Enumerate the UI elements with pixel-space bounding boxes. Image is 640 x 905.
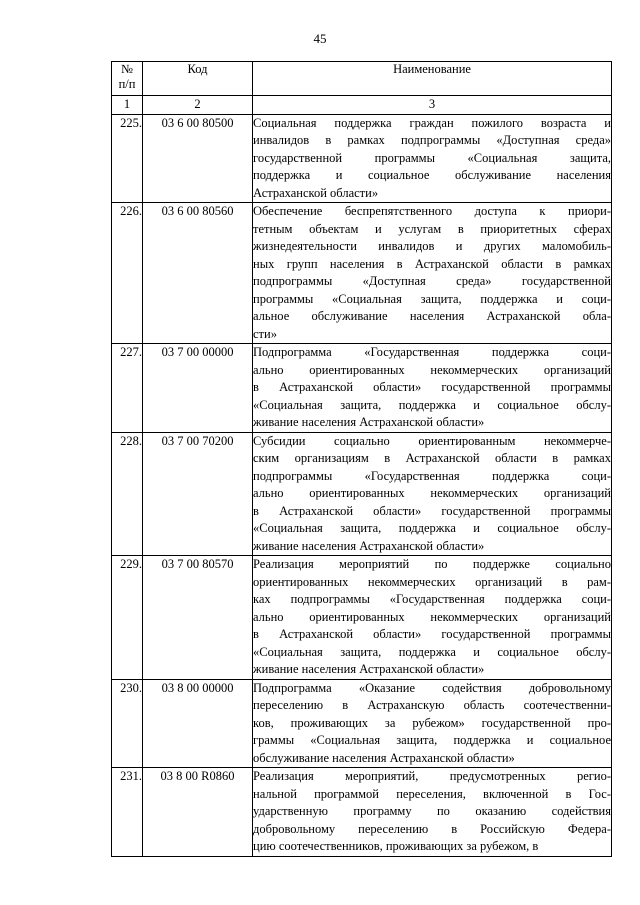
- row-name-line: подпрограммы «Государственная поддержка соци-: [253, 468, 611, 483]
- column-index-1: 1: [112, 96, 143, 115]
- row-name: [253, 679, 612, 768]
- row-name-line: инвалидов в рамках подпрограммы «Доступная среда»: [253, 133, 611, 147]
- row-name-line: сти»: [253, 326, 277, 341]
- row-name-line: «Социальная защита, поддержка и социальное обслу-: [253, 521, 611, 535]
- row-name-line: «Социальная защита, поддержка и социальное обслу-: [253, 644, 611, 659]
- row-number: 230.: [112, 679, 143, 768]
- row-name: [253, 203, 612, 344]
- row-name-line: Субсидии социально ориентированным некоммерче-: [253, 433, 611, 448]
- row-name-line: Подпрограмма «Оказание содействия добровольному: [253, 680, 611, 695]
- column-index-3: 3: [253, 96, 612, 115]
- row-name-line: ков, проживающих за рубежом» государственной про-: [253, 715, 611, 730]
- row-number: 229.: [112, 556, 143, 680]
- row-code: 03 7 00 80570: [143, 556, 253, 680]
- row-name: [253, 344, 612, 433]
- row-name-line: обслуживание населения Астраханской области»: [253, 750, 515, 765]
- page-number: 45: [313, 31, 327, 46]
- header-number-symbol: №: [121, 62, 133, 76]
- row-name-line: поддержка и социальное обслуживание населения: [253, 168, 611, 182]
- row-name-line: Реализация мероприятий, предусмотренных регио-: [253, 769, 611, 783]
- table-row: [112, 344, 612, 433]
- row-name-line: Реализация мероприятий по поддержке социально: [253, 557, 611, 571]
- table-row: [112, 432, 612, 556]
- row-code: 03 8 00 R0860: [143, 768, 253, 857]
- row-code: 03 8 00 00000: [143, 679, 253, 768]
- column-index-2: 2: [143, 96, 253, 115]
- row-name: [253, 556, 612, 680]
- row-code: 03 6 00 80560: [143, 203, 253, 344]
- row-name-line: добровольному переселению в Российскую Федера-: [253, 821, 611, 836]
- row-name-line: ально ориентированных некоммерческих организаций: [253, 362, 611, 377]
- row-name-line: ально ориентированных некоммерческих организаций: [253, 486, 611, 500]
- table-row: [112, 203, 612, 344]
- table-row: [112, 114, 612, 203]
- row-name-line: в Астраханской области» государственной программы: [253, 380, 611, 394]
- row-name-line: в Астраханской области» государственной программы: [253, 627, 611, 641]
- row-name-line: живание населения Астраханской области»: [253, 538, 485, 553]
- row-name-line: в Астраханской области» государственной программы: [253, 503, 611, 518]
- header-code: Код: [143, 62, 253, 96]
- row-name-line: ориентированных некоммерческих организаций в рам-: [253, 574, 611, 589]
- row-name-line: нальной программой переселения, включенной в Гос-: [253, 786, 611, 801]
- row-name-line: «Социальная защита, поддержка и социальное обслу-: [253, 397, 611, 412]
- row-name-line: Подпрограмма «Государственная поддержка соци-: [253, 345, 611, 359]
- row-name-line: Социальная поддержка граждан пожилого возраста и: [253, 115, 611, 130]
- row-name-line: граммы «Социальная защита, поддержка и социальное: [253, 733, 611, 747]
- table-row: [112, 679, 612, 768]
- row-name-line: жизнедеятельности инвалидов и других маломобиль-: [253, 239, 611, 253]
- row-code: 03 7 00 00000: [143, 344, 253, 433]
- table-body: [112, 62, 612, 857]
- row-name-line: цию соотечественников, проживающих за рубежом, в: [253, 839, 539, 853]
- table-row: [112, 768, 612, 857]
- table-header-row: [112, 62, 612, 96]
- row-name-line: программы «Социальная защита, поддержка и соци-: [253, 291, 611, 306]
- row-name: [253, 114, 612, 203]
- table-row: [112, 556, 612, 680]
- row-name-line: ках подпрограммы «Государственная поддержка соци-: [253, 592, 611, 606]
- row-number: 227.: [112, 344, 143, 433]
- row-name: [253, 768, 612, 857]
- row-name-line: альное обслуживание населения Астраханской обла-: [253, 309, 611, 323]
- header-name: Наименование: [253, 62, 612, 96]
- row-name-line: ским организациям в Астраханской области в рамках: [253, 451, 611, 465]
- row-code: 03 7 00 70200: [143, 432, 253, 556]
- row-name-line: живание населения Астраханской области»: [253, 415, 485, 429]
- header-number-cell: [112, 62, 143, 96]
- column-index-row: [112, 96, 612, 115]
- row-name-line: подпрограммы «Доступная среда» государственной: [253, 274, 611, 288]
- row-number: 226.: [112, 203, 143, 344]
- header-number-label: п/п: [118, 77, 136, 91]
- row-name-line: тетным объектам и услугам в приоритетных сферах: [253, 221, 611, 236]
- row-name-line: Астраханской области»: [253, 185, 379, 200]
- row-name-line: переселению в Астраханскую область соотечественни-: [253, 698, 611, 712]
- row-name-line: ных групп населения в Астраханской области в рамках: [253, 256, 611, 271]
- row-number: 225.: [112, 114, 143, 203]
- row-name-line: государственной программы «Социальная защита,: [253, 150, 611, 165]
- row-name-line: ально ориентированных некоммерческих организаций: [253, 609, 611, 624]
- row-name-line: живание населения Астраханской области»: [253, 662, 485, 676]
- budget-codes-table: [111, 61, 612, 857]
- row-name-line: ударственную программу по оказанию содействия: [253, 804, 611, 818]
- row-name: [253, 432, 612, 556]
- row-number: 231.: [112, 768, 143, 857]
- row-number: 228.: [112, 432, 143, 556]
- row-code: 03 6 00 80500: [143, 114, 253, 203]
- row-name-line: Обеспечение беспрепятственного доступа к приори-: [253, 204, 611, 218]
